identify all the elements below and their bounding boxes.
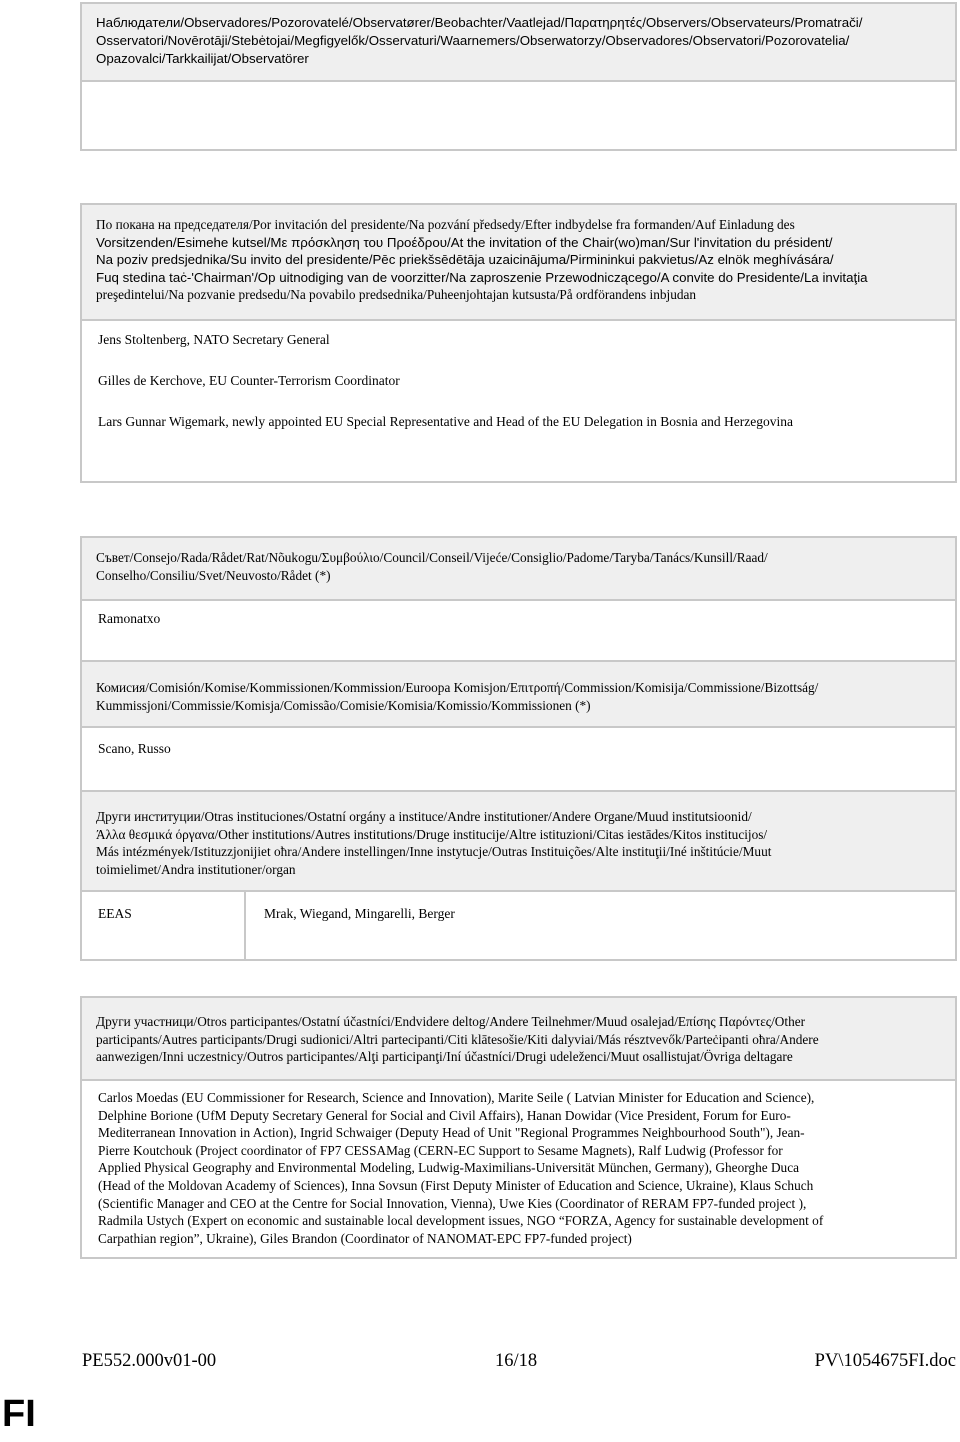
file-name: PV\1054675FI.doc xyxy=(814,1351,956,1371)
heading-line: Комисия/Comisión/Komise/Kommissionen/Kommission/Euroopa Komisjon/Επιτροπή/Commission/Komisija/Commissione/Bizottság/ xyxy=(96,680,819,695)
invited-person: Lars Gunnar Wigemark, newly appointed EU Special Representative and Head of the EU Delegation in Bosnia and Herzegovina xyxy=(98,414,793,429)
column-divider xyxy=(244,892,246,961)
commission-heading xyxy=(82,662,955,726)
divider xyxy=(82,726,955,728)
invitation-section xyxy=(80,203,957,483)
participants-line: Carpathian region”, Ukraine), Giles Brandon (Coordinator of NANOMAT-EPC FP7-funded project) xyxy=(98,1230,632,1246)
council-members: Ramonatxo xyxy=(98,611,161,626)
heading-line: Άλλα θεσμικά όργανα/Other institutions/Autres institutions/Druge institucije/Altre istituzioni/Citas iestādes/Kitos institucijos/ xyxy=(96,826,768,842)
invited-person: Jens Stoltenberg, NATO Secretary General xyxy=(98,332,330,347)
institutions-section xyxy=(80,536,957,961)
other-participants-section xyxy=(80,996,957,1259)
heading-line: По покана на председателя/Por invitación del presidente/Na pozvání předsedy/Efter indbydelse fra formanden/Auf Einladung des xyxy=(96,217,795,232)
other-institutions-heading xyxy=(82,792,955,890)
heading-line: Съвет/Consejo/Rada/Rådet/Rat/Nõukogu/Συμβούλιο/Council/Conseil/Vijeće/Consiglio/Padome/Taryba/Tanács/Kunsill/Raad/ xyxy=(96,550,768,565)
participants-line: (Scientific Manager and CEO at the Centre for Social Innovation, Vienna), Uwe Kies (Coordinator of RERAM FP7-funded project ), xyxy=(98,1195,807,1211)
participants-line: Delphine Borione (UfM Deputy Secretary General for Social and Civil Affairs), Hanan Dowidar (Vice President, Forum for Euro- xyxy=(98,1107,791,1123)
divider xyxy=(82,599,955,601)
invitation-heading xyxy=(82,205,955,321)
heading-line: Conselho/Consiliu/Svet/Neuvosto/Rådet (*) xyxy=(96,567,331,583)
heading-line: Други институции/Otras instituciones/Ostatní orgány a instituce/Andre institutioner/Andere Organe/Muud institutsioonid/ xyxy=(96,809,752,824)
heading-line: Vorsitzenden/Esimehe kutsel/Με πρόσκληση του Προέδρου/At the invitation of the Chair(wo)man/Sur l'invitation du président/ xyxy=(96,234,833,250)
participants-line: Pierre Koutchouk (Project coordinator of FP7 CESSAMag (CERN-EC Support to Sesame Magnets), Ralf Ludwig (Professor for xyxy=(98,1142,783,1158)
page-number: 16/18 xyxy=(495,1351,538,1371)
participants-line: Applied Physical Geography and Environmental Modeling, Ludwig-Maximilians-Universität München, Germany), Gheorghe Duca xyxy=(98,1160,800,1176)
invited-person: Gilles de Kerchove, EU Counter-Terrorism Coordinator xyxy=(98,373,400,388)
language-code: FI xyxy=(2,1393,36,1435)
heading-line: aanwezigen/Inni uczestnicy/Outros participantes/Alţi participanţi/Iní účastníci/Drugi udeleženci/Muut osallistujat/Övriga deltagare xyxy=(96,1049,793,1064)
document-reference: PE552.000v01-00 xyxy=(82,1351,217,1371)
participants-line: Mediterranean Innovation in Action), Ingrid Schwaiger (Deputy Head of Unit "Regional Programmes Neighbourhood South"), Jean- xyxy=(98,1125,805,1141)
heading-line: Na poziv predsjednika/Su invito del presidente/Pēc priekšsēdētāja uzaicinājuma/Pirmininkui pakvietus/Az elnök meghívására/ xyxy=(96,252,834,267)
participants-line: Radmila Ustych (Expert on economic and sustainable local development issues, NGO “FORZA, Agency for sustainable development of xyxy=(98,1213,824,1229)
heading-line: Други участници/Otros participantes/Ostatní účastníci/Endvidere deltog/Andere Teilnehmer/Muud osalejad/Επίσης Παρόντες/Other xyxy=(96,1014,806,1029)
participants-list xyxy=(98,1089,941,1247)
heading-line: participants/Autres participants/Drugi sudionici/Altri partecipanti/Citi klātesošie/Kiti dalyviai/Más résztvevők/Parteċipanti oħra/Andere xyxy=(96,1031,819,1047)
commission-members: Scano, Russo xyxy=(98,741,171,756)
divider xyxy=(82,890,955,892)
heading-line: Osservatori/Novērotāji/Stebėtojai/Megfigyelők/Osservaturi/Waarnemers/Obserwatorzy/Observadores/Observatori/Pozorovatelia/ xyxy=(96,33,850,48)
heading-line: preşedintelui/Na pozvanie predsedu/Na povabilo predsednika/Puheenjohtajan kutsusta/På ordförandens inbjudan xyxy=(96,287,697,302)
other-participants-heading xyxy=(82,998,955,1081)
participants-line: (Head of the Moldovan Academy of Sciences), Inna Sovsun (First Deputy Minister of Education and Science, Ukraine), Klaus Schuch xyxy=(98,1177,814,1193)
participants-line: Carlos Moedas (EU Commissioner for Research, Science and Innovation), Marite Seile ( Latvian Minister for Education and Science), xyxy=(98,1090,815,1105)
heading-line: Más intézmények/Istituzzjonijiet oħra/Andere instellingen/Inne instytucje/Outras Instituições/Alte instituţii/Iné inštitúcie/Muut xyxy=(96,844,772,859)
eeas-members: Mrak, Wiegand, Mingarelli, Berger xyxy=(264,906,455,921)
heading-line: Наблюдатели/Observadores/Pozorovatelé/Observatører/Beobachter/Vaatlejad/Παρατηρητές/Observers/Observateurs/Promatrači/ xyxy=(96,15,863,30)
heading-line: Kummissjoni/Commissie/Komisja/Comissão/Comisie/Komisia/Komissio/Kommissionen (*) xyxy=(96,697,591,713)
council-heading xyxy=(82,538,955,599)
heading-line: Opazovalci/Tarkkailijat/Observatörer xyxy=(96,51,309,66)
observers-section xyxy=(80,2,957,151)
observers-heading xyxy=(82,4,955,82)
heading-line: toimielimet/Andra institutioner/organ xyxy=(96,861,296,877)
heading-line: Fuq stedina taċ-'Chairman'/Op uitnodiging van de voorzitter/Na zaproszenie Przewodniczącego/A convite do Presidente/La invitaţia xyxy=(96,269,868,285)
eeas-label: EEAS xyxy=(98,906,132,921)
